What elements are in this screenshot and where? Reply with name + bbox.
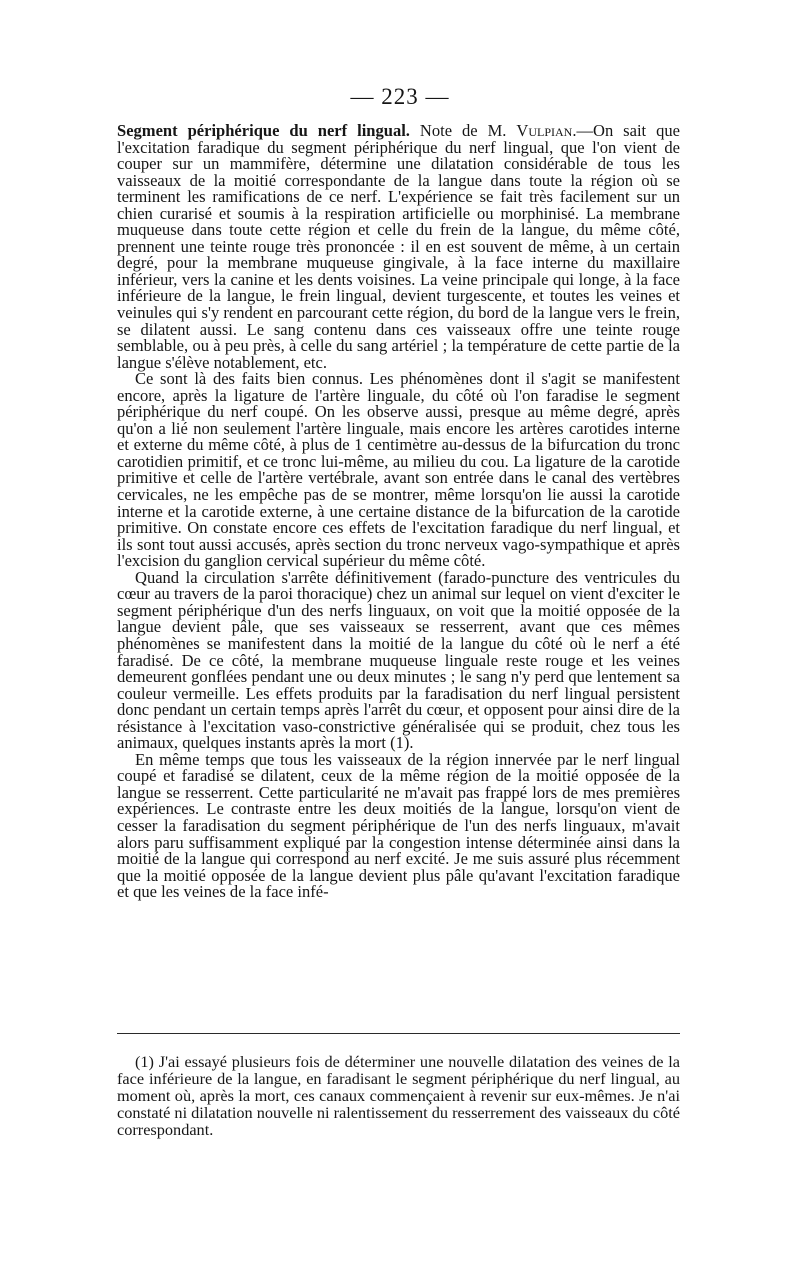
footnote-separator xyxy=(117,1033,680,1034)
paragraph-2: Ce sont là des faits bien connus. Les phénomènes dont il s'agit se manifestent encore, après la ligature de l'artère linguale, du côté où l'on faradise le segment périphérique du nerf coupé. On les observe aussi, presque au même degré, après qu'on a lié non seulement l'artère linguale, mais encore les artères carotides interne et externe du même côté, à plus de 1 centimètre au-dessus de la bifurcation du tronc carotidien primitif, et ce tronc lui-même, au milieu du cou. La ligature de la carotide primitive et celle de l'artère vertébrale, avant son entrée dans le canal des vertèbres cervicales, ne les empêche pas de se montrer, même lorsqu'on lie aussi la carotide interne et la carotide externe, à une certaine distance de la bifurcation de la carotide primitive. On constate encore ces effets de l'excitation faradique du nerf lingual, et ils sont tout aussi accusés, après section du tronc nerveux vago-sympathique et après l'excision du ganglion cervical supérieur du même côté. xyxy=(117,369,680,571)
paragraph-4: En même temps que tous les vaisseaux de la région innervée par le nerf lingual coupé et faradisé se dilatent, ceux de la même région de la moitié opposée de la langue se resserrent. Cette particularité ne m'avait pas frappé lors de mes premières expériences. Le contraste entre les deux moitiés de la langue, lorsqu'on vient de cesser la faradisation du segment périphérique de l'un des nerfs linguaux, m'avait alors paru suffisamment expliqué par la congestion intense déterminée ainsi dans la moitié de la langue qui correspond au nerf excité. Je me suis assuré plus récemment que la moitié opposée de la langue devient plus pâle qu'avant l'excitation faradique et que les veines de la face infé- xyxy=(117,749,680,902)
paragraph-1-text: .—On sait que l'excitation faradique du segment périphérique du nerf lingual, que l'on vient de couper sur un mammifère, détermine une dilatation considérable de tous les vaisseaux de la moitié correspondante de la langue dans toute la région où se terminent les ramifications de ce nerf. L'expérience se fait très facilement sur un chien curarisé et soumis à la respiration artificielle ou morphinisé. La membrane muqueuse dans toute cette région et celle du frein de la langue, du même côté, prennent une teinte rouge très prononcée : il en est souvent de même, à un certain degré, pour la membrane muqueuse gingivale, à la face interne du maxillaire inférieur, vers la canine et les dents voisines. La veine principale qui longe, à la face inférieure de la langue, le frein lingual, devient turgescente, et toutes les veines et veinules qui s'y rendent en parcourant cette région, du bord de la langue vers le frein, se dilatent aussi. Le sang contenu dans ces vaisseaux offre une teinte rouge semblable, ou à peu près, à celle du sang artériel ; la température de cette partie de la langue s'élève notablement, etc. xyxy=(117,121,680,372)
footnote xyxy=(117,1053,680,1138)
note-prefix: Note de M. xyxy=(409,121,517,140)
main-text xyxy=(117,123,680,901)
author-name: Vulpian xyxy=(516,121,573,140)
footnote-text: (1) J'ai essayé plusieurs fois de déterminer une nouvelle dilatation des veines de la face inférieure de la langue, en faradisant le segment périphérique du nerf lingual, au moment où, après la mort, ces canaux commençaient à revenir sur eux-mêmes. Je n'ai constaté ni dilatation nouvelle ni ralentissement du resserrement des vaisseaux du côté correspondant. xyxy=(117,1052,680,1139)
article-title: Segment périphérique du nerf lingual. xyxy=(117,121,410,140)
paragraph-1 xyxy=(117,123,680,371)
page-number: — 223 — xyxy=(350,84,450,109)
paragraph-3: Quand la circulation s'arrête définitivement (farado-puncture des ventricules du cœur au travers de la paroi thoracique) chez un animal sur lequel on vient d'exciter le segment périphérique d'un des nerfs linguaux, on voit que la moitié opposée de la langue devient pâle, que ses vaisseaux se resserrent, avant que ces mêmes phénomènes se manifestent dans la moitié de la langue du côté où le nerf a été faradisé. De ce côté, la membrane muqueuse linguale reste rouge et les veines demeurent gonflées pendant une ou deux minutes ; le sang n'y perd que lentement sa couleur vermeille. Les effets produits par la faradisation du nerf lingual persistent donc pendant un certain temps après l'arrêt du cœur, et opposent pour ainsi dire de la résistance à l'excitation vaso-constrictive généralisée qui se produit, chez tous les animaux, quelques instants après la mort (1). xyxy=(117,567,680,753)
